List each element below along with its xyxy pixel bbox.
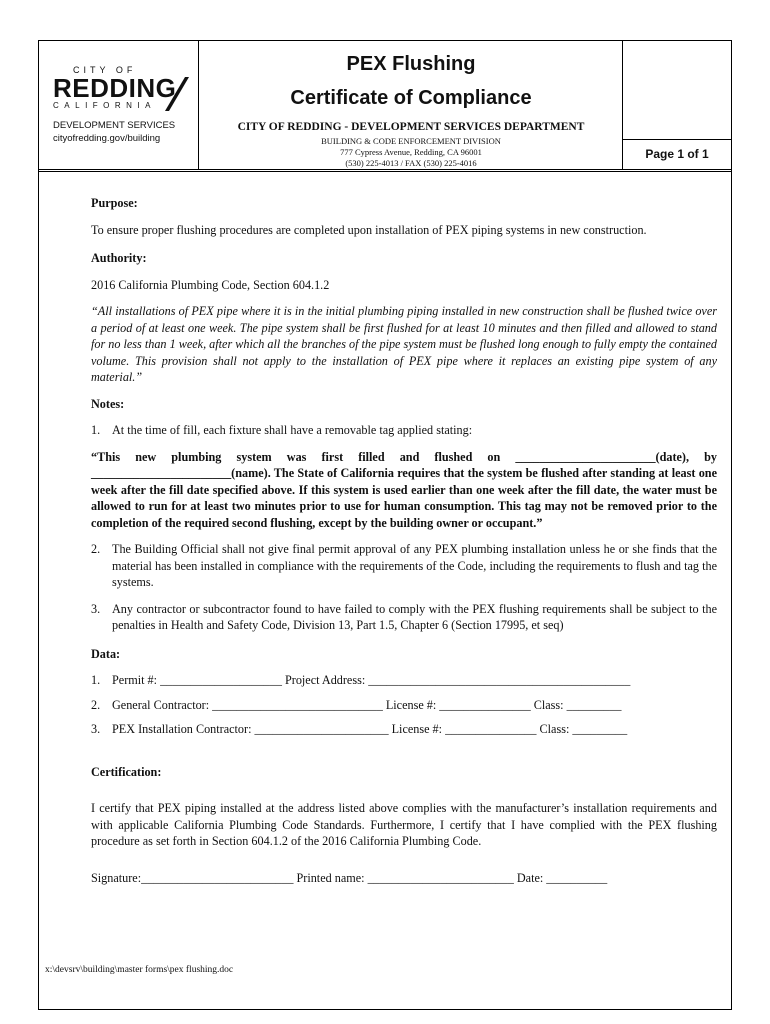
data-heading: Data:	[91, 646, 121, 661]
note-item-3	[91, 601, 717, 634]
note-item-1	[91, 422, 717, 439]
note-2-number: 2.	[91, 542, 101, 556]
document-body	[91, 191, 717, 886]
authority-code: 2016 California Plumbing Code, Section 604.1.2	[91, 277, 330, 292]
data-line-2	[91, 697, 717, 714]
data-1-fields: Permit #: ____________________ Project Address: ___________________________________________	[112, 673, 631, 687]
signature-line: Signature:_________________________ Printed name: ________________________ Date: __________	[91, 870, 608, 885]
authority-quote: “All installations of PEX pipe where it is in the initial plumbing piping installed in new construction shall be flushed twice over a period of at least one week. The pipe system shall be first flushed for at least 10 minutes and then filled and allowed to stand for no less than 1 week, after which all the branches of the pipe system must be flushed long enough to fully empty the contained volume. This provision shall not apply to the installation of PEX pipe where it replaces an existing pipe system of any material.”	[91, 304, 717, 384]
data-1-number: 1.	[91, 673, 101, 687]
note-3-number: 3.	[91, 601, 101, 616]
certification-heading: Certification:	[91, 764, 162, 779]
title-block	[199, 41, 623, 169]
note-item-2	[91, 541, 717, 591]
purpose-text: To ensure proper flushing procedures are completed upon installation of PEX piping systems in new construction.	[91, 222, 647, 237]
purpose-heading: Purpose:	[91, 196, 138, 210]
notes-heading: Notes:	[91, 396, 125, 411]
logo-department: DEVELOPMENT SERVICES	[53, 120, 176, 131]
note-1-text: At the time of fill, each fixture shall have a removable tag applied stating:	[112, 423, 473, 437]
certificate-page	[38, 40, 732, 1010]
note-1-number: 1.	[91, 423, 101, 437]
data-line-1	[91, 672, 717, 689]
note-3-text: Any contractor or subcontractor found to have failed to comply with the PEX flushing requirements shall be subject to the penalties in Health and Safety Code, Division 13, Part 1.5, Chapter 6 (Section 17995, et seq)	[112, 601, 717, 632]
division-name: BUILDING & CODE ENFORCEMENT DIVISION	[321, 136, 501, 146]
title-line-1: PEX Flushing	[346, 53, 476, 75]
logo-state: CALIFORNIA	[53, 101, 157, 110]
data-2-fields: General Contractor: ____________________________ License #: _______________ Class: _________	[112, 697, 622, 712]
logo-city-of: CITY OF	[73, 65, 137, 75]
logo-slash-icon	[165, 77, 189, 111]
tag-text: “This new plumbing system was first filled and flushed on _______________________(date), by _______________________(name). The State of California requires that the system be flushed after standing at least one week after the fill date specified above. If this system is used earlier than one week after the fill date, the water must be allowed to run for at least two minutes prior to use for human consumption. This tag may not be removed prior to the completion of the required second flushing, except by the building owner or occupant.”	[91, 449, 717, 530]
data-line-3	[91, 721, 717, 738]
certification-text: I certify that PEX piping installed at the address listed above complies with the manufacturer’s installation requirements and with applicable California Plumbing Code Standards. Furthermore, I certify that I have complied with the PEX flushing procedure as set forth in Section 604.1.2 of the 2016 California Plumbing Code.	[91, 801, 717, 848]
authority-heading: Authority:	[91, 251, 147, 265]
data-3-fields: PEX Installation Contractor: ______________________ License #: _______________ Class: _________	[112, 722, 628, 736]
logo-name: REDDING	[53, 73, 177, 103]
title-line-2: Certificate of Compliance	[290, 87, 532, 109]
data-3-number: 3.	[91, 722, 101, 736]
page-number: Page 1 of 1	[645, 147, 709, 161]
data-2-number: 2.	[91, 697, 101, 712]
division-phone: (530) 225-4013 / FAX (530) 225-4016	[345, 158, 477, 168]
page-info-divider	[623, 139, 731, 140]
file-path-footer: x:\devsrv\building\master forms\pex flushing.doc	[45, 965, 234, 975]
header	[39, 41, 731, 169]
department-name: CITY OF REDDING - DEVELOPMENT SERVICES DEPARTMENT	[237, 121, 585, 133]
header-divider	[39, 169, 731, 172]
logo-block	[39, 41, 199, 169]
division-address: 777 Cypress Avenue, Redding, CA 96001	[340, 147, 482, 157]
logo-url: cityofredding.gov/building	[53, 133, 161, 144]
note-2-text: The Building Official shall not give final permit approval of any PEX plumbing installation unless he or she finds that the material has been installed in compliance with the requirements of the Code, including the requirements to flush and tag the systems.	[112, 542, 717, 589]
page-info-block	[623, 41, 731, 169]
